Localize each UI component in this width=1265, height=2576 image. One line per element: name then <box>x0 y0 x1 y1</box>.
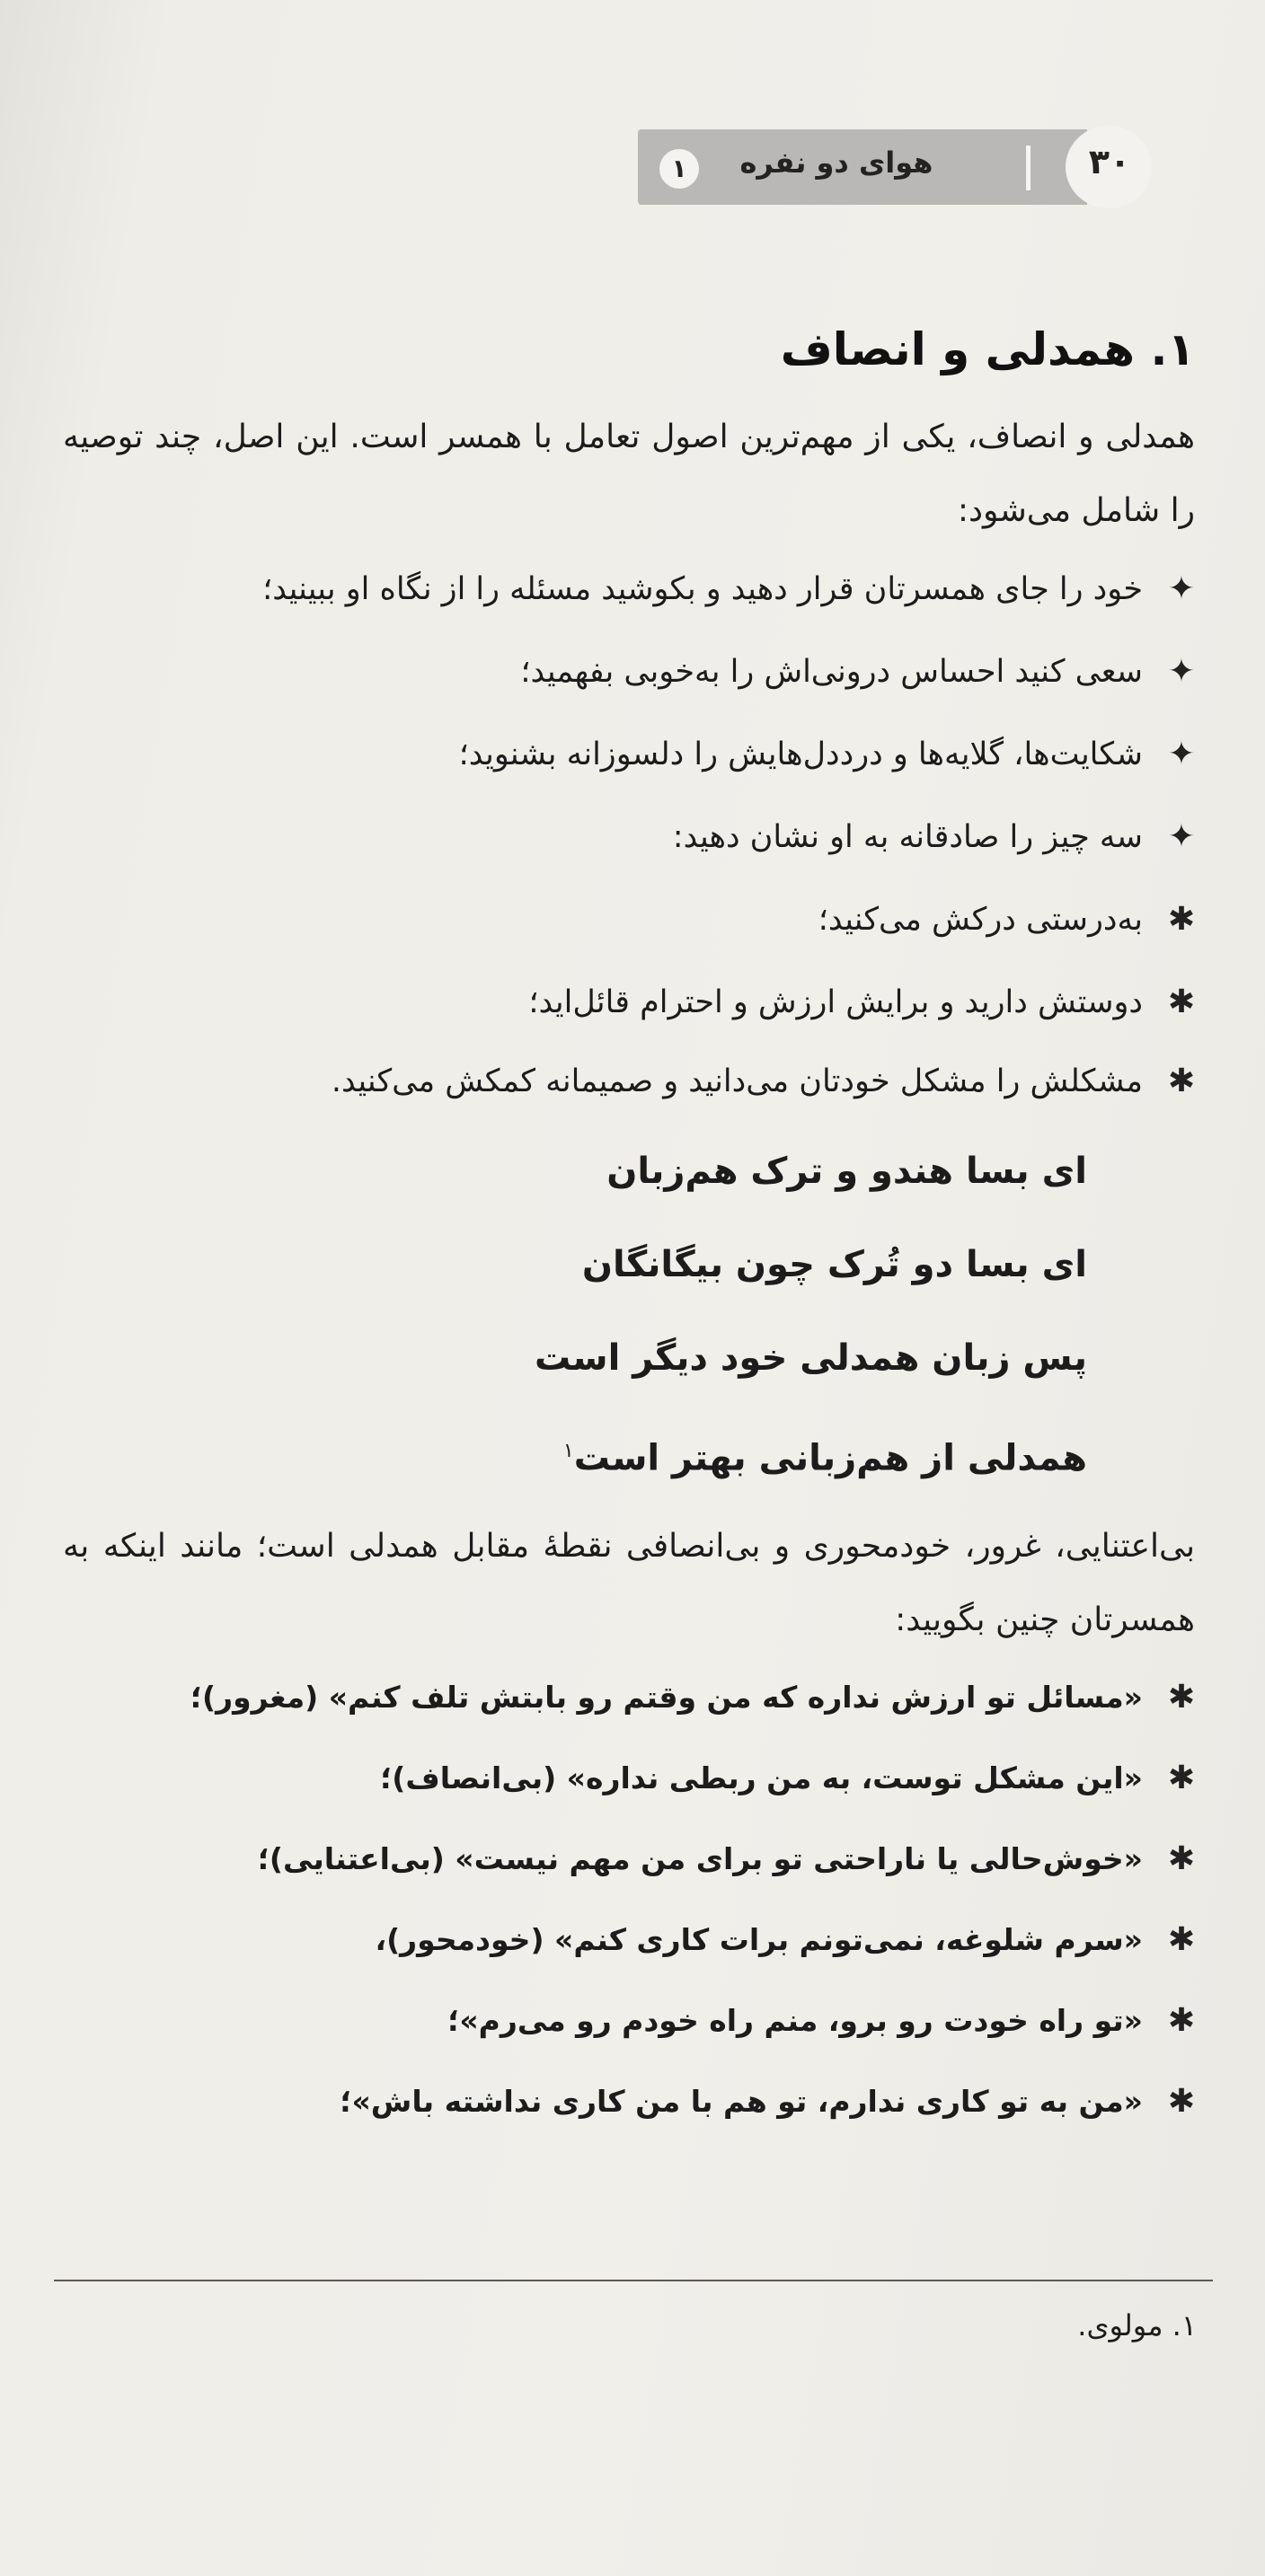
diamond-bullet-icon: ✦ <box>1167 653 1195 690</box>
list-item <box>63 548 1195 631</box>
footnote: ۱. مولوی. <box>1077 2308 1197 2342</box>
section-title: ۱. همدلی و انصاف <box>780 323 1195 375</box>
asterisk-bullet-icon: ✱ <box>1167 901 1195 938</box>
page-number: ۳۰ <box>1088 142 1131 181</box>
asterisk-bullet-icon: ✱ <box>1167 1679 1195 1716</box>
asterisk-bullet-icon: ✱ <box>1167 984 1195 1020</box>
list-item <box>63 713 1195 796</box>
list-item <box>63 1900 1195 1981</box>
list-item-text: سه چیز را صادقانه به او نشان دهید: <box>672 819 1143 855</box>
footnote-marker: ۱ <box>562 1440 574 1462</box>
list-item <box>63 796 1195 878</box>
list-item <box>63 631 1195 713</box>
quote-list <box>63 1657 1195 2142</box>
poem-line: ای بسا هندو و ترک هم‌زبان <box>606 1151 1087 1192</box>
asterisk-bullet-icon: ✱ <box>1167 2083 1195 2121</box>
poem <box>63 1125 1195 1504</box>
header-divider <box>1026 146 1031 190</box>
quote-text: «این مشکل توست، به من ربطی نداره» (بی‌انصاف)؛ <box>380 1760 1143 1796</box>
list-item <box>63 1981 1195 2061</box>
list-item <box>63 961 1195 1044</box>
list-item-text: خود را جای همسرتان قرار دهید و بکوشید مسئله را از نگاه او ببینید؛ <box>262 571 1143 607</box>
volume-badge: ۱ <box>659 149 699 189</box>
quote-text: «تو راه خودت رو برو، منم راه خودم رو می‌رم»؛ <box>447 2003 1143 2039</box>
book-title: هوای دو نفره <box>739 146 933 180</box>
quote-text: «من به تو کاری ندارم، تو هم با من کاری نداشته باش»؛ <box>340 2084 1143 2120</box>
list-item <box>63 878 1195 961</box>
poem-line: پس زبان همدلی خود دیگر است <box>534 1337 1087 1379</box>
asterisk-bullet-icon: ✱ <box>1167 1921 1195 1959</box>
list-item-text: دوستش دارید و برایش ارزش و احترام قائل‌اید؛ <box>528 984 1143 1020</box>
list-item <box>63 1657 1195 1738</box>
recommendation-list <box>63 548 1195 878</box>
diamond-bullet-icon: ✦ <box>1167 736 1195 772</box>
poem-line <box>63 1405 1087 1504</box>
list-item <box>63 1819 1195 1900</box>
intro-paragraph: همدلی و انصاف، یکی از مهم‌ترین اصول تعامل با همسر است. این اصل، چند توصیه را شامل می‌شود: <box>63 419 1195 529</box>
list-item-text: به‌درستی درکش می‌کنید؛ <box>818 902 1143 938</box>
list-item <box>63 1738 1195 1819</box>
diamond-bullet-icon: ✦ <box>1167 818 1195 855</box>
header-bar <box>638 129 1087 205</box>
contrast-paragraph: بی‌اعتنایی، غرور، خودمحوری و بی‌انصافی نقطهٔ مقابل همدلی است؛ مانند اینکه به همسرتان چنین بگویید: <box>63 1528 1195 1639</box>
asterisk-bullet-icon: ✱ <box>1167 2002 1195 2040</box>
show-items-list <box>63 878 1195 1119</box>
quote-text: «سرم شلوغه، نمی‌تونم برات کاری کنم» (خودمحور)، <box>375 1922 1143 1958</box>
asterisk-bullet-icon: ✱ <box>1167 1063 1195 1099</box>
page-content <box>63 323 1195 2142</box>
diamond-bullet-icon: ✦ <box>1167 570 1195 607</box>
list-item <box>63 1044 1195 1119</box>
quote-text: «مسائل تو ارزش نداره که من وقتم رو بابتش تلف کنم» (مغرور)؛ <box>190 1680 1143 1716</box>
list-item <box>63 2061 1195 2142</box>
running-header <box>638 126 1141 207</box>
list-item-text: سعی کنید احساس درونی‌اش را به‌خوبی بفهمید؛ <box>520 654 1143 690</box>
list-item-text: مشکلش را مشکل خودتان می‌دانید و صمیمانه کمکش می‌کنید. <box>331 1063 1143 1099</box>
asterisk-bullet-icon: ✱ <box>1167 1760 1195 1797</box>
poem-line: ای بسا دو تُرک چون بیگانگان <box>581 1244 1087 1285</box>
poem-line-text: همدلی از هم‌زبانی بهتر است <box>573 1437 1087 1479</box>
asterisk-bullet-icon: ✱ <box>1167 1840 1195 1878</box>
list-item-text: شکایت‌ها، گلایه‌ها و درددل‌هایش را دلسوزانه بشنوید؛ <box>458 737 1143 772</box>
footnote-divider <box>54 2280 1213 2281</box>
quote-text: «خوش‌حالی یا ناراحتی تو برای من مهم نیست» (بی‌اعتنایی)؛ <box>257 1841 1143 1877</box>
